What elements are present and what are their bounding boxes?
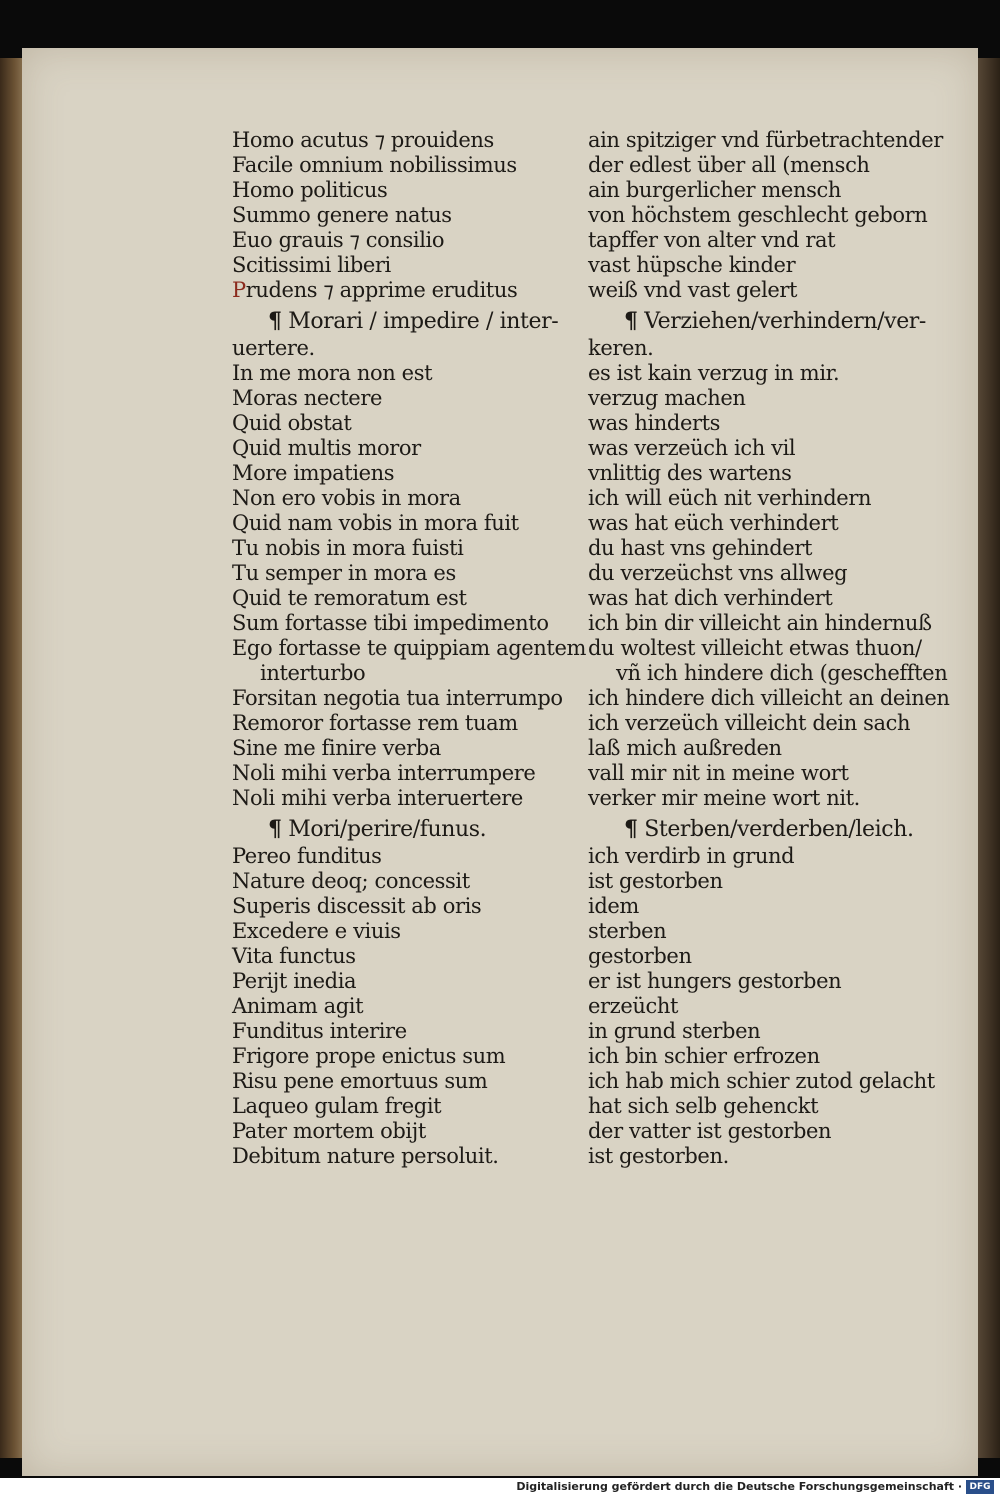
text-line: idem xyxy=(588,894,639,918)
text-line: was hat eüch verhindert xyxy=(588,511,839,535)
text-line: gestorben xyxy=(588,944,692,968)
latin-block-1 xyxy=(232,128,582,303)
text-line: Funditus interire xyxy=(232,1019,407,1043)
text-line: er ist hungers gestorben xyxy=(588,969,842,993)
text-line: keren. xyxy=(588,336,654,360)
text-line: Nature deoq; concessit xyxy=(232,869,470,893)
text-line: Sum fortasse tibi impedimento xyxy=(232,611,549,635)
text-line: Laqueo gulam fregit xyxy=(232,1094,442,1118)
latin-column xyxy=(232,128,586,1175)
text-line: laß mich außreden xyxy=(588,736,782,760)
text-line: ain burgerlicher mensch xyxy=(588,178,841,202)
text-line: der edlest über all (mensch xyxy=(588,153,870,177)
text-line: vnlittig des wartens xyxy=(588,461,792,485)
text-line: es ist kain verzug in mir. xyxy=(588,361,840,385)
text-line: Vita functus xyxy=(232,944,356,968)
text-line: Pereo funditus xyxy=(232,844,382,868)
text-line: Risu pene emortuus sum xyxy=(232,1069,488,1093)
text-line: interturbo xyxy=(260,661,366,685)
text-line: in grund sterben xyxy=(588,1019,761,1043)
text-line: vast hüpsche kinder xyxy=(588,253,796,277)
text-line: In me mora non est xyxy=(232,361,433,385)
text-line: Quid obstat xyxy=(232,411,352,435)
text-line: Non ero vobis in mora xyxy=(232,486,461,510)
text-line: Ego fortasse te quippiam agentem xyxy=(232,636,586,660)
book-binding-left xyxy=(0,58,24,1458)
text-line: Homo politicus xyxy=(232,178,388,202)
heading-text: Mori/perire/funus. xyxy=(288,817,487,842)
text-line: ist gestorben. xyxy=(588,1144,729,1168)
text-line: von höchstem geschlecht geborn xyxy=(588,203,928,227)
text-line: ich verdirb in grund xyxy=(588,844,795,868)
text-line: verker mir meine wort nit. xyxy=(588,786,860,810)
pilcrow-mark: ¶ xyxy=(624,816,638,842)
text-line: Moras nectere xyxy=(232,386,383,410)
text-line: Quid te remoratum est xyxy=(232,586,467,610)
text-line: Superis discessit ab oris xyxy=(232,894,482,918)
text-line: Homo acutus ⁊ prouidens xyxy=(232,128,494,152)
text-line: Pater mortem obijt xyxy=(232,1119,426,1143)
footer-bar xyxy=(0,1478,1000,1497)
latin-block-3 xyxy=(232,844,582,1169)
text-line: vall mir nit in meine wort xyxy=(588,761,849,785)
german-heading-sterben xyxy=(588,817,948,844)
text-line: Facile omnium nobilissimus xyxy=(232,153,517,177)
text-line: Quid nam vobis in mora fuit xyxy=(232,511,519,535)
text-line: Noli mihi verba interrumpere xyxy=(232,761,536,785)
latin-heading-mori xyxy=(232,817,582,844)
text-line: hat sich selb gehenckt xyxy=(588,1094,819,1118)
text-line: verzug machen xyxy=(588,386,746,410)
text-line: Debitum nature persoluit. xyxy=(232,1144,499,1168)
german-block-2 xyxy=(588,336,948,811)
text-line: du woltest villeicht etwas thuon/ xyxy=(588,636,922,660)
dfg-logo: DFG xyxy=(966,1480,994,1494)
text-line: Perijt inedia xyxy=(232,969,357,993)
funding-credit: Digitalisierung gefördert durch die Deutsche Forschungsgemeinschaft · xyxy=(516,1480,962,1493)
text-line: Scitissimi liberi xyxy=(232,253,391,277)
text-line: ist gestorben xyxy=(588,869,723,893)
text-line: uertere. xyxy=(232,336,315,360)
german-block-1 xyxy=(588,128,948,303)
text-line: ich hindere dich villeicht an deinen xyxy=(588,686,950,710)
text-line: Tu nobis in mora fuisti xyxy=(232,536,464,560)
text-line: du verzeüchst vns allweg xyxy=(588,561,848,585)
text-line: Summo genere natus xyxy=(232,203,452,227)
heading-text: Sterben/verderben/leich. xyxy=(644,817,914,842)
text-line: Sine me finire verba xyxy=(232,736,441,760)
text-line: tapffer von alter vnd rat xyxy=(588,228,836,252)
text-line: Tu semper in mora es xyxy=(232,561,456,585)
text-line: ich bin schier erfrozen xyxy=(588,1044,820,1068)
latin-heading-morari xyxy=(232,309,582,336)
text-line: Prudens ⁊ apprime eruditus xyxy=(232,278,518,302)
text-line: ich hab mich schier zutod gelacht xyxy=(588,1069,935,1093)
text-line: Euo grauis ⁊ consilio xyxy=(232,228,445,252)
book-binding-right xyxy=(976,58,1000,1458)
text-line: Quid multis moror xyxy=(232,436,421,460)
text-line: More impatiens xyxy=(232,461,395,485)
text-line: erzeücht xyxy=(588,994,679,1018)
text-line: Remoror fortasse rem tuam xyxy=(232,711,518,735)
text-line: sterben xyxy=(588,919,667,943)
text-line: vñ ich hindere dich (geschefften xyxy=(616,661,948,685)
heading-text: Verziehen/verhindern/ver- xyxy=(644,309,926,334)
text-line: Animam agit xyxy=(232,994,364,1018)
german-column xyxy=(588,128,948,1175)
pilcrow-mark: ¶ xyxy=(268,816,282,842)
pilcrow-mark: ¶ xyxy=(268,308,282,334)
text-line: der vatter ist gestorben xyxy=(588,1119,832,1143)
text-line: ain spitziger vnd fürbetrachtender xyxy=(588,128,943,152)
text-line: Forsitan negotia tua interrumpo xyxy=(232,686,563,710)
pilcrow-mark: ¶ xyxy=(624,308,638,334)
text-line: Excedere e viuis xyxy=(232,919,401,943)
text-line: was hinderts xyxy=(588,411,721,435)
german-block-3 xyxy=(588,844,948,1169)
heading-text: Morari / impedire / inter- xyxy=(288,309,559,334)
text-line: was verzeüch ich vil xyxy=(588,436,796,460)
german-heading-verziehen xyxy=(588,309,948,336)
text-line: du hast vns gehindert xyxy=(588,536,813,560)
text-line: ich verzeüch villeicht dein sach xyxy=(588,711,911,735)
latin-block-2 xyxy=(232,336,586,811)
text-line: ich will eüch nit verhindern xyxy=(588,486,872,510)
text-line: was hat dich verhindert xyxy=(588,586,833,610)
text-line: weiß vnd vast gelert xyxy=(588,278,798,302)
text-line: Frigore prope enictus sum xyxy=(232,1044,506,1068)
text-line: ich bin dir villeicht ain hindernuß xyxy=(588,611,932,635)
text-line: Noli mihi verba interuertere xyxy=(232,786,523,810)
